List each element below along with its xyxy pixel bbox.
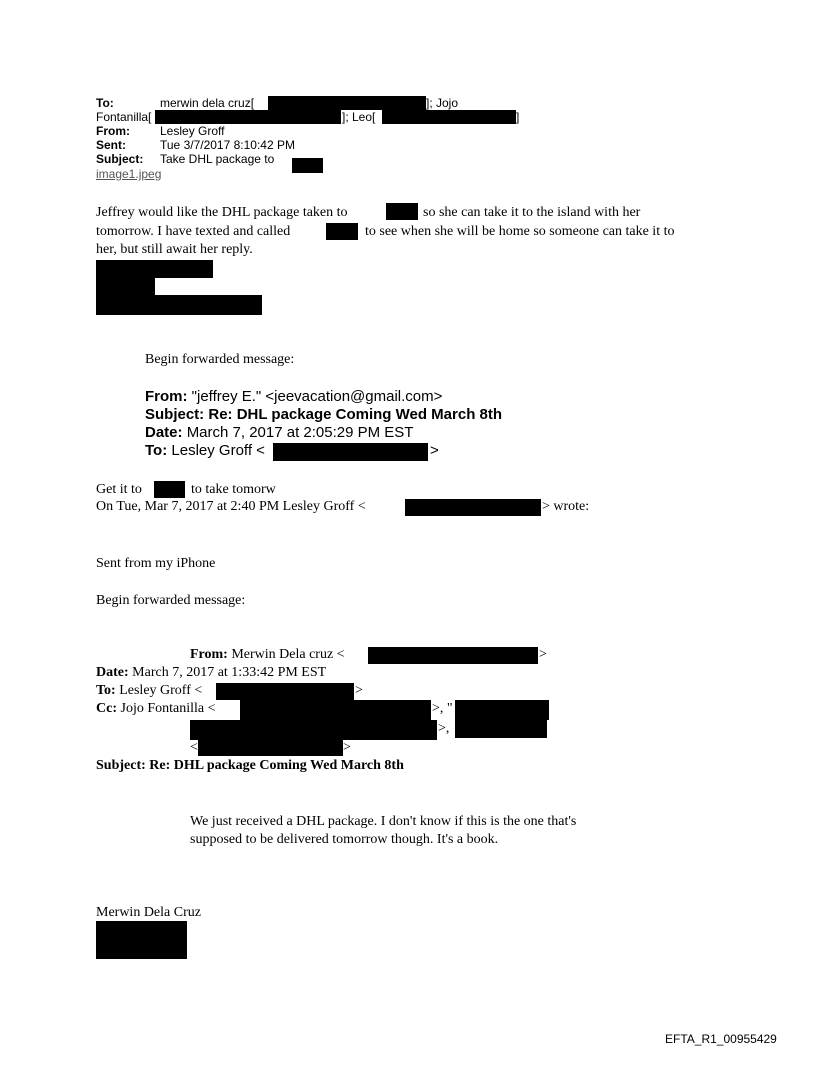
body-line3: her, but still await her reply. — [96, 242, 253, 257]
fwd2-from-label: From: — [190, 647, 228, 662]
begin-forwarded-1: Begin forwarded message: — [145, 352, 295, 367]
fwd2-cc-end2: >, — [438, 721, 450, 736]
fwd1-to-value: Lesley Groff < — [171, 442, 265, 459]
reply-line1a: Get it to — [96, 482, 142, 497]
redaction-block — [268, 96, 426, 110]
to-end: ] — [516, 110, 520, 124]
fwd1-from-row — [145, 388, 442, 405]
fwd1-from-label: From: — [145, 388, 188, 405]
redaction-block — [382, 110, 516, 124]
subject-row — [96, 152, 275, 166]
fwd1-from-value: "jeffrey E." <jeevacation@gmail.com> — [191, 388, 443, 405]
redaction-block — [240, 700, 431, 720]
fwd2-message-line2: supposed to be delivered tomorrow though. It's a book. — [190, 832, 499, 847]
subject-label: Subject: — [96, 152, 144, 166]
redaction-block — [455, 720, 547, 738]
sent-value: Tue 3/7/2017 8:10:42 PM — [160, 138, 295, 152]
reply-line2b: > wrote: — [542, 499, 590, 514]
redaction-block — [198, 739, 343, 756]
redaction-block — [96, 278, 155, 295]
redaction-block — [96, 295, 262, 315]
redaction-block — [368, 647, 538, 664]
fwd2-date-value: March 7, 2017 at 1:33:42 PM EST — [132, 665, 327, 680]
fwd2-cc-end1: >, " — [432, 701, 453, 716]
fwd2-from-row — [190, 647, 345, 663]
fwd1-to-end: > — [430, 442, 439, 459]
fwd2-message-line1: We just received a DHL package. I don't know if this is the one that's — [190, 814, 577, 829]
to-line2-start: Fontanilla[ — [96, 110, 152, 124]
to-sep1: ]; Jojo — [426, 96, 459, 110]
fwd1-date-row — [145, 424, 413, 441]
body-line1a: Jeffrey would like the DHL package taken to — [96, 205, 348, 220]
redaction-block — [96, 260, 213, 278]
redaction-block — [216, 683, 354, 700]
fwd2-subject-value: Re: DHL package Coming Wed March 8th — [149, 758, 404, 773]
fwd1-date-value: March 7, 2017 at 2:05:29 PM EST — [186, 424, 414, 441]
subject-value: Take DHL package to — [160, 152, 275, 166]
from-label: From: — [96, 124, 130, 138]
attachment-link[interactable]: image1.jpeg — [96, 167, 162, 181]
document-id: EFTA_R1_00955429 — [665, 1032, 777, 1046]
from-row — [96, 124, 225, 138]
to-sep2: ]; Leo[ — [342, 110, 376, 124]
body-line2b: to see when she will be home so someone can take it to — [365, 224, 675, 239]
fwd2-subject-row — [96, 758, 404, 774]
fwd2-cc-line3-start: < — [190, 740, 198, 755]
redaction-block — [455, 700, 549, 720]
fwd2-subject-label: Subject: — [96, 758, 146, 773]
reply-line1b: to take tomorw — [191, 482, 276, 497]
redaction-block — [405, 499, 541, 516]
sent-row — [96, 138, 295, 152]
body-line2a: tomorrow. I have texted and called — [96, 224, 291, 239]
fwd2-cc-value: Jojo Fontanilla < — [120, 701, 216, 716]
to-label: To: — [96, 96, 114, 110]
fwd2-date-row — [96, 665, 326, 681]
body-line1b: so she can take it to the island with her — [423, 205, 641, 220]
redaction-block — [190, 720, 437, 740]
fwd2-from-end: > — [539, 647, 547, 662]
redaction-block — [154, 481, 185, 498]
fwd1-subject-row — [145, 406, 502, 423]
redaction-block — [96, 921, 187, 959]
redaction-block — [292, 158, 323, 173]
begin-forwarded-2: Begin forwarded message: — [96, 593, 246, 608]
fwd1-to-row — [145, 442, 265, 459]
redaction-block — [273, 443, 428, 461]
fwd2-cc-row — [96, 701, 216, 717]
fwd1-to-label: To: — [145, 442, 168, 459]
signature-name: Merwin Dela Cruz — [96, 905, 201, 920]
fwd2-to-label: To: — [96, 683, 116, 698]
from-value: Lesley Groff — [160, 124, 225, 138]
fwd2-cc-line3-end: > — [343, 740, 351, 755]
fwd2-cc-label: Cc: — [96, 701, 117, 716]
fwd2-date-label: Date: — [96, 665, 129, 680]
sent-from-iphone: Sent from my iPhone — [96, 556, 216, 571]
fwd1-subject-label: Subject: — [145, 406, 205, 423]
to-row — [96, 96, 255, 110]
sent-label: Sent: — [96, 138, 126, 152]
to-value: merwin dela cruz[ — [160, 96, 255, 110]
redaction-block — [386, 203, 418, 220]
fwd2-to-value: Lesley Groff < — [119, 683, 203, 698]
fwd2-to-end: > — [355, 683, 363, 698]
reply-line2a: On Tue, Mar 7, 2017 at 2:40 PM Lesley Groff < — [96, 499, 366, 514]
fwd2-to-row — [96, 683, 202, 699]
fwd2-from-value: Merwin Dela cruz < — [231, 647, 345, 662]
redaction-block — [326, 223, 358, 240]
fwd1-date-label: Date: — [145, 424, 183, 441]
redaction-block — [155, 110, 341, 124]
fwd1-subject-value: Re: DHL package Coming Wed March 8th — [208, 406, 503, 423]
